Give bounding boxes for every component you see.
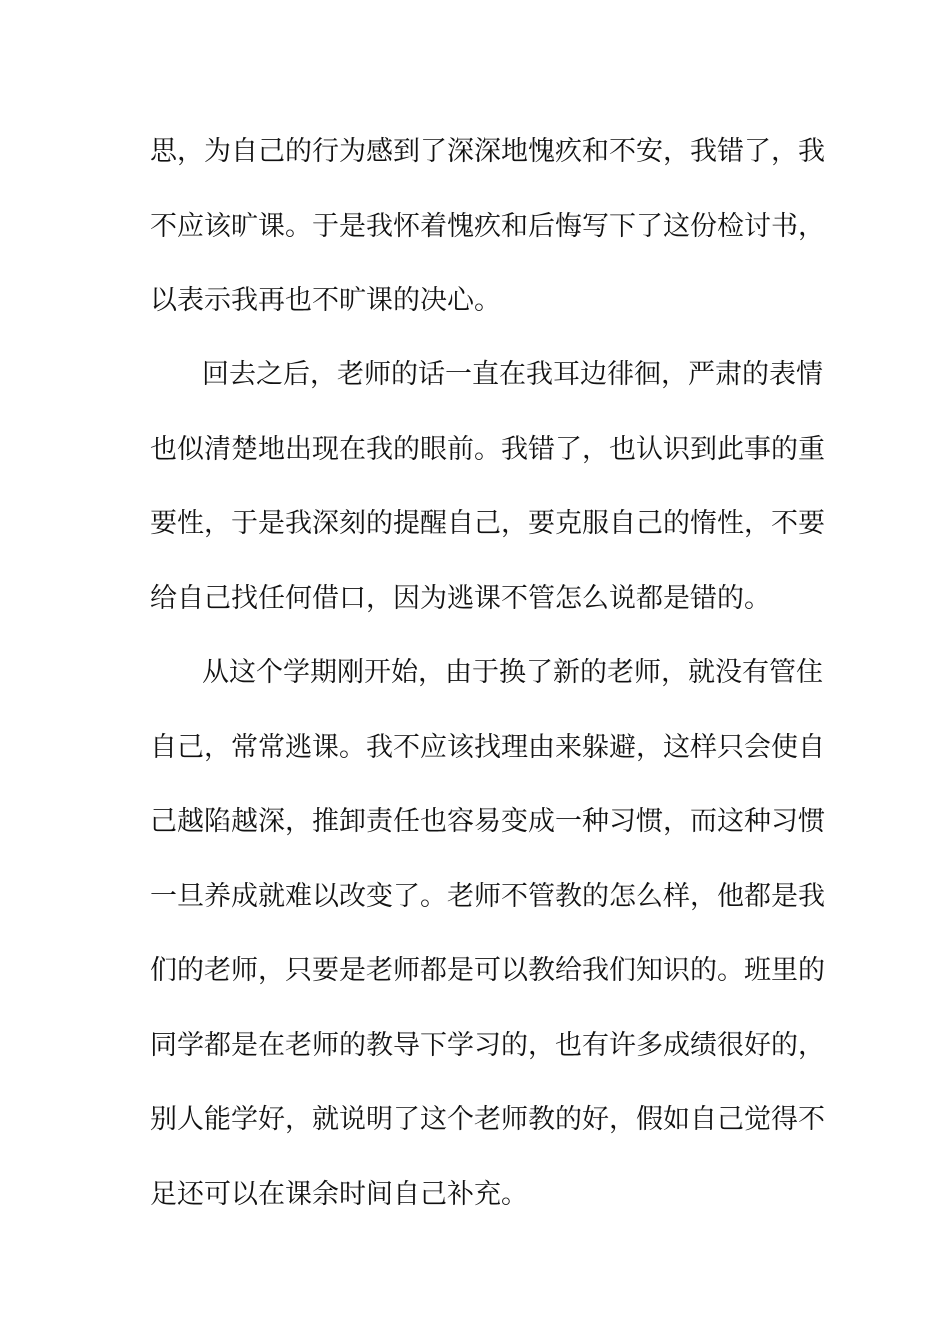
- text-line: 别人能学好，就说明了这个老师教的好，假如自己觉得不: [150, 1104, 825, 1135]
- text-line: 己越陷越深，推卸责任也容易变成一种习惯，而这种习惯: [150, 806, 825, 837]
- paragraph-first-line: 回去之后，老师的话一直在我耳边徘徊，严肃的表情: [202, 359, 823, 390]
- text-line: 一旦养成就难以改变了。老师不管教的怎么样，他都是我: [150, 881, 825, 912]
- text-line: 不应该旷课。于是我怀着愧疚和后悔写下了这份检讨书，: [150, 211, 825, 242]
- text-line: 以表示我再也不旷课的决心。: [150, 285, 501, 316]
- text-line: 们的老师，只要是老师都是可以教给我们知识的。班里的: [150, 955, 825, 986]
- text-line: 也似清楚地出现在我的眼前。我错了，也认识到此事的重: [150, 434, 825, 465]
- text-line: 要性，于是我深刻的提醒自己，要克服自己的惰性，不要: [150, 508, 825, 539]
- text-line: 自己，常常逃课。我不应该找理由来躲避，这样只会使自: [150, 732, 825, 763]
- text-line: 给自己找任何借口，因为逃课不管怎么说都是错的。: [150, 583, 771, 614]
- paragraph-first-line: 从这个学期刚开始，由于换了新的老师，就没有管住: [202, 657, 823, 688]
- text-line: 思，为自己的行为感到了深深地愧疚和不安，我错了，我: [150, 136, 825, 167]
- text-line: 同学都是在老师的教导下学习的，也有许多成绩很好的，: [150, 1030, 825, 1061]
- text-line: 足还可以在课余时间自己补充。: [150, 1179, 528, 1210]
